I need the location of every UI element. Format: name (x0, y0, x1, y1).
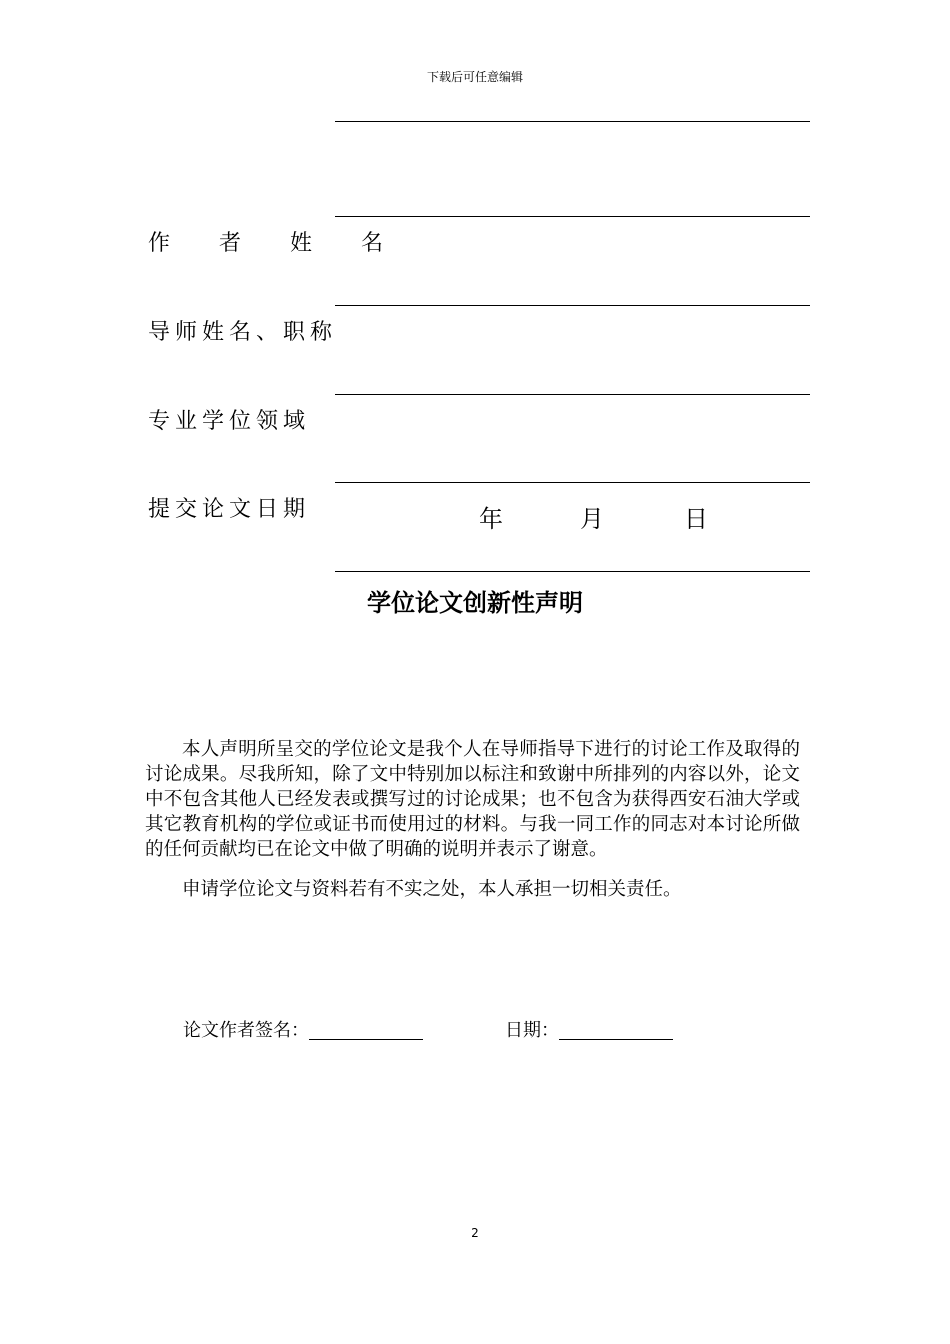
author-signature-row (183, 1022, 423, 1040)
date-month: 月 (580, 505, 604, 533)
date-day: 日 (684, 505, 708, 533)
signature-date-row (505, 1022, 673, 1040)
domain-label: 专业学位领域 (148, 409, 311, 434)
author-signature-field[interactable] (309, 1022, 423, 1040)
header-note: 下载后可任意编辑 (426, 70, 523, 84)
declaration-title: 学位论文创新性声明 (367, 589, 583, 617)
declaration-paragraph-1: 本人声明所呈交的学位论文是我个人在导师指导下进行的讨论工作及取得的讨论成果。尽我所知，除了文中特别加以标注和致谢中所排列的内容以外，论文中不包含其他人已经发表或撰写过的讨论成果；也不包含为获得西安石油大学或其它教育机构的学位或证书而使用过的材料。与我一同工作的同志对本讨论所做的任何贡献均已在论文中做了明确的说明并表示了谢意。 (145, 739, 800, 860)
advisor-label: 导师姓名、职称 (148, 320, 338, 345)
author-label: 作 者 姓 名 (148, 231, 404, 256)
author-line-top (335, 216, 810, 217)
title-line (335, 121, 810, 122)
submit-date-line (335, 571, 810, 572)
author-signature-label: 论文作者签名： (183, 1020, 309, 1041)
page-number: 2 (471, 1226, 479, 1240)
domain-line (335, 482, 810, 483)
advisor-line (335, 394, 810, 395)
author-line (335, 305, 810, 306)
submit-date-label: 提交论文日期 (148, 497, 311, 522)
declaration-paragraph-2: 申请学位论文与资料若有不实之处，本人承担一切相关责任。 (182, 879, 682, 900)
signature-date-field[interactable] (559, 1022, 673, 1040)
signature-date-label: 日期： (505, 1020, 559, 1041)
date-year: 年 (479, 505, 503, 533)
